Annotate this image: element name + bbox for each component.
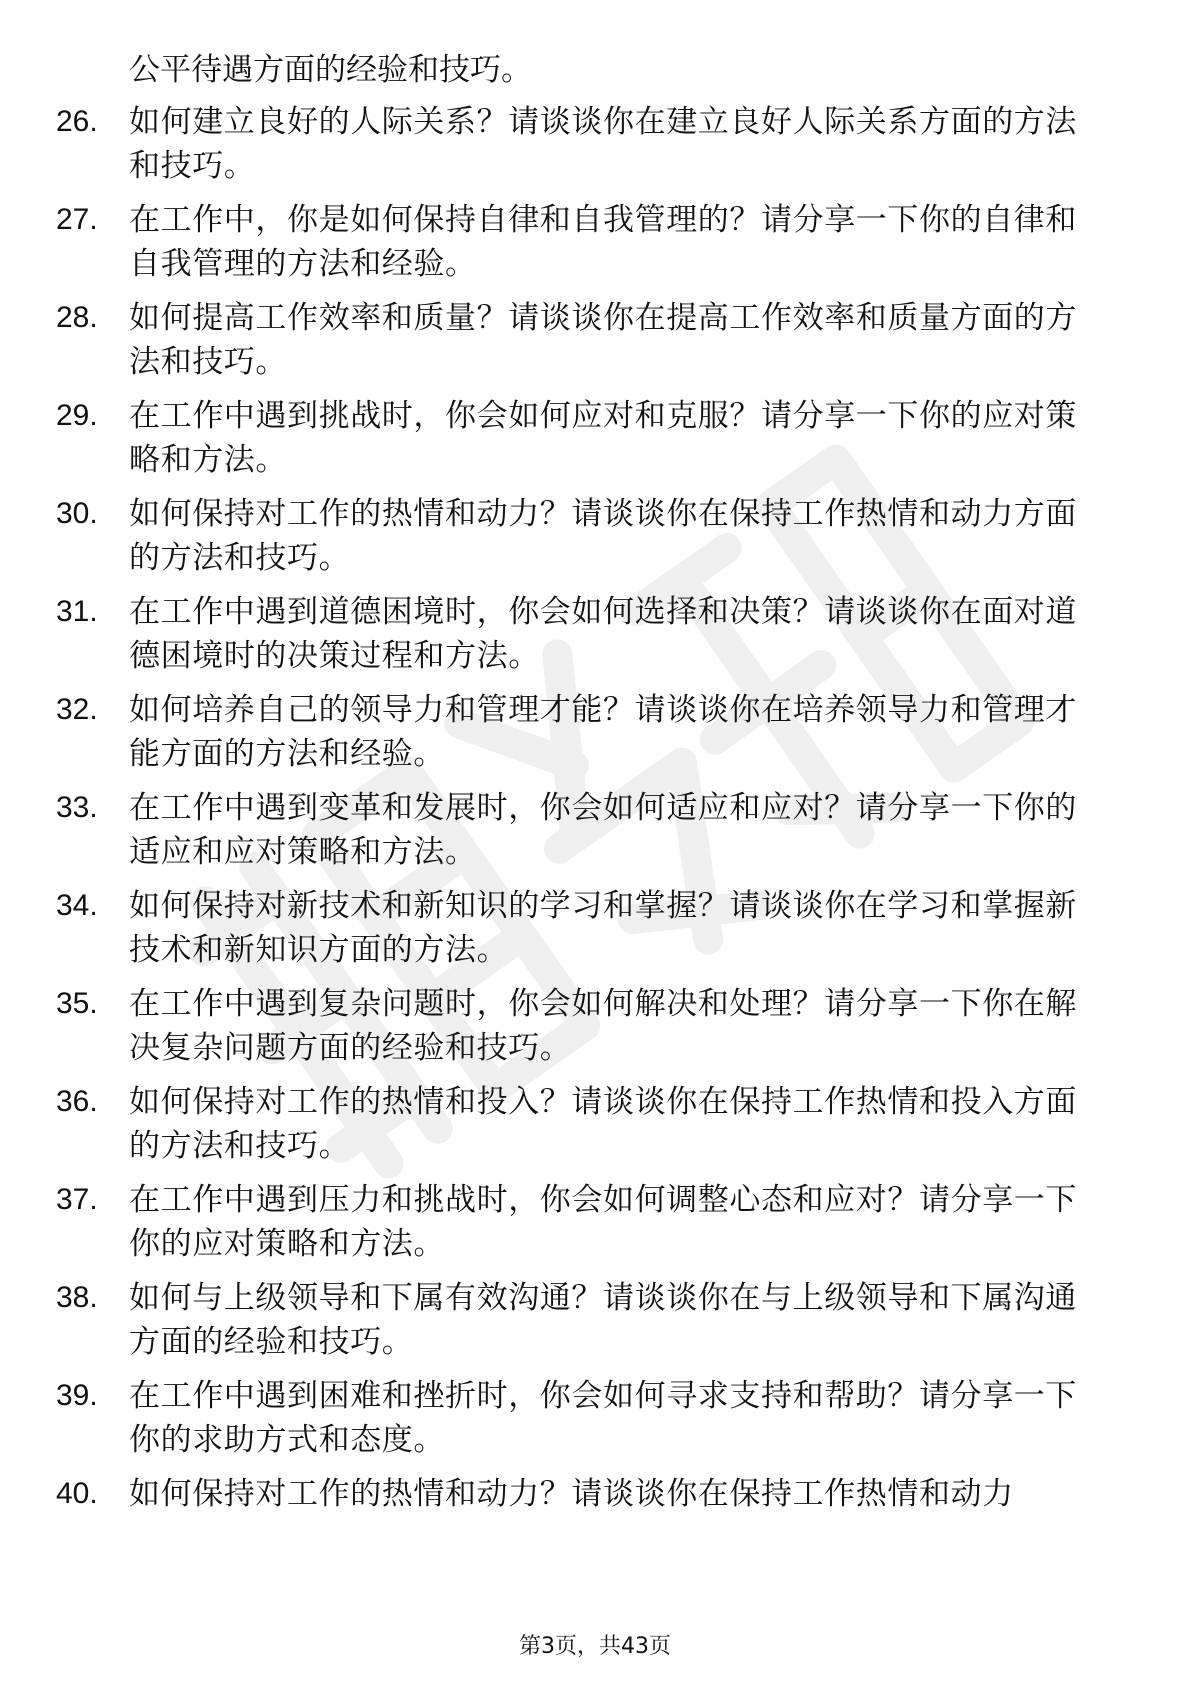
question-item — [56, 1080, 1096, 1168]
question-item — [56, 296, 1096, 384]
question-item — [56, 688, 1096, 776]
question-text: 在工作中遇到压力和挑战时，你会如何调整心态和应对？请分享一下你的应对策略和方法。 — [129, 1182, 1077, 1262]
question-text: 在工作中遇到困难和挫折时，你会如何寻求支持和帮助？请分享一下你的求助方式和态度。 — [129, 1378, 1077, 1458]
previous-question-continuation: 公平待遇方面的经验和技巧。 — [129, 52, 532, 88]
question-list — [56, 48, 1096, 1526]
question-number: 35. — [56, 987, 98, 1020]
question-item — [56, 394, 1096, 482]
question-number: 37. — [56, 1183, 98, 1216]
page-number: 第3页，共43页 — [519, 1634, 671, 1659]
question-item — [56, 590, 1096, 678]
question-text: 如何保持对工作的热情和动力？请谈谈你在保持工作热情和动力 — [129, 1476, 1014, 1512]
question-text: 如何保持对工作的热情和动力？请谈谈你在保持工作热情和动力方面的方法和技巧。 — [129, 496, 1077, 576]
question-text: 如何建立良好的人际关系？请谈谈你在建立良好人际关系方面的方法和技巧。 — [129, 104, 1077, 184]
question-text: 如何与上级领导和下属有效沟通？请谈谈你在与上级领导和下属沟通方面的经验和技巧。 — [129, 1280, 1077, 1360]
question-number: 40. — [56, 1477, 98, 1510]
question-item — [56, 1374, 1096, 1462]
question-text: 在工作中遇到变革和发展时，你会如何适应和应对？请分享一下你的适应和应对策略和方法。 — [129, 790, 1077, 870]
question-number: 27. — [56, 203, 98, 236]
question-item — [56, 1472, 1096, 1516]
question-item — [56, 786, 1096, 874]
question-item — [56, 1276, 1096, 1364]
question-text: 在工作中遇到道德困境时，你会如何选择和决策？请谈谈你在面对道德困境时的决策过程和方法。 — [129, 594, 1077, 674]
question-item — [56, 100, 1096, 188]
question-item — [56, 198, 1096, 286]
question-text: 在工作中遇到复杂问题时，你会如何解决和处理？请分享一下你在解决复杂问题方面的经验和技巧。 — [129, 986, 1077, 1066]
question-number: 30. — [56, 497, 98, 530]
question-number: 32. — [56, 693, 98, 726]
question-number: 34. — [56, 889, 98, 922]
question-number: 28. — [56, 301, 98, 334]
question-number: 26. — [56, 105, 98, 138]
question-number: 36. — [56, 1085, 98, 1118]
question-item — [56, 982, 1096, 1070]
question-text: 如何保持对工作的热情和投入？请谈谈你在保持工作热情和投入方面的方法和技巧。 — [129, 1084, 1077, 1164]
question-text: 如何培养自己的领导力和管理才能？请谈谈你在培养领导力和管理才能方面的方法和经验。 — [129, 692, 1077, 772]
question-item — [56, 884, 1096, 972]
question-text: 在工作中遇到挑战时，你会如何应对和克服？请分享一下你的应对策略和方法。 — [129, 398, 1077, 478]
question-number: 39. — [56, 1379, 98, 1412]
question-number: 31. — [56, 595, 98, 628]
question-number: 29. — [56, 399, 98, 432]
question-number: 38. — [56, 1281, 98, 1314]
question-number: 33. — [56, 791, 98, 824]
question-item — [56, 1178, 1096, 1266]
question-text: 如何保持对新技术和新知识的学习和掌握？请谈谈你在学习和掌握新技术和新知识方面的方法。 — [129, 888, 1077, 968]
question-item — [56, 492, 1096, 580]
question-text: 在工作中，你是如何保持自律和自我管理的？请分享一下你的自律和自我管理的方法和经验。 — [129, 202, 1077, 282]
question-text: 如何提高工作效率和质量？请谈谈你在提高工作效率和质量方面的方法和技巧。 — [129, 300, 1077, 380]
